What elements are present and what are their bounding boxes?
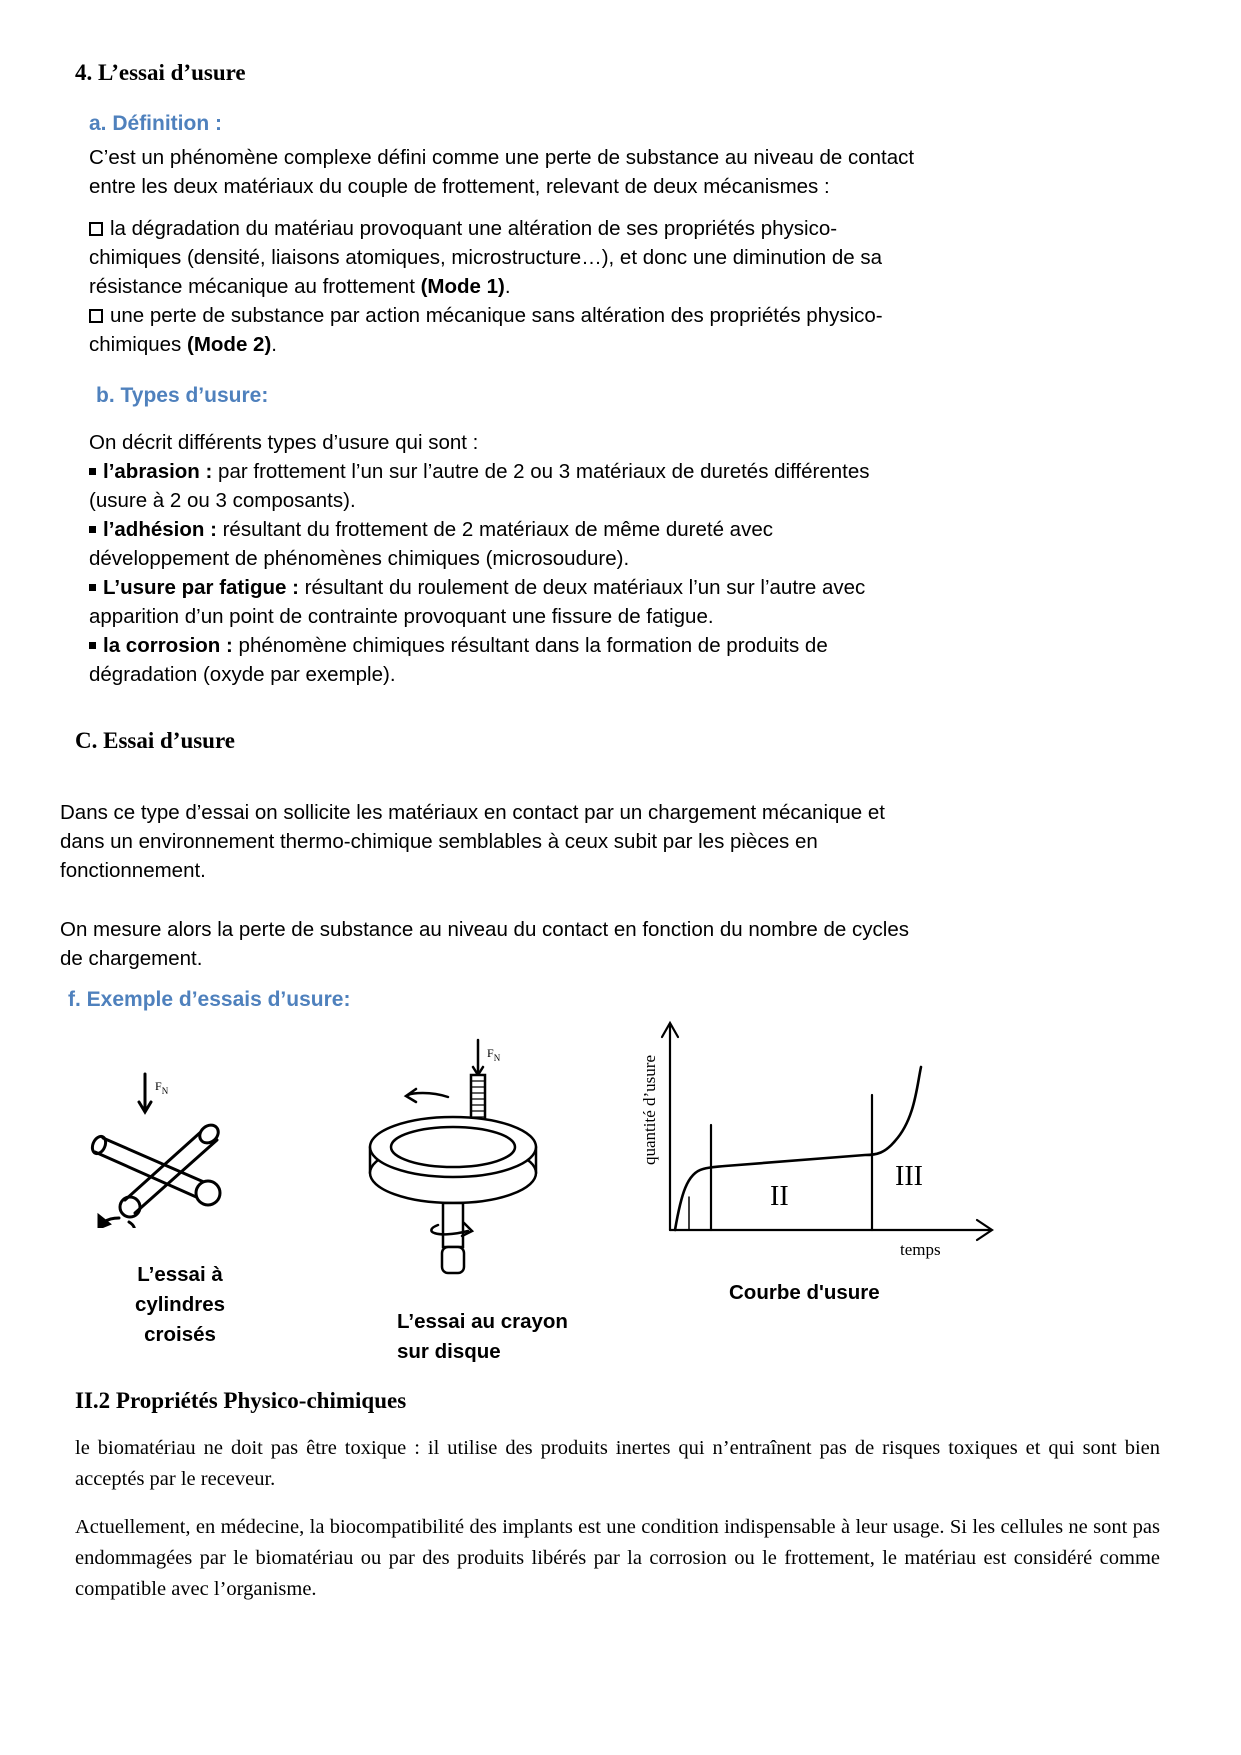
force-label: $F_N$ xyxy=(487,1046,501,1063)
zone-3-label: III xyxy=(895,1161,923,1192)
mechanism-item-2 xyxy=(89,301,1009,359)
mechanism-line: résistance mécanique au frottement (Mode 1). xyxy=(89,275,511,298)
crossed-cylinders-figure xyxy=(85,1068,265,1228)
type-adhesion: l’adhésion : résultant du frottement de 2 matériaux de même dureté avec xyxy=(89,515,1009,544)
caption-line: L’essai au crayon xyxy=(397,1310,568,1333)
definition-line: C’est un phénomène complexe défini comme une perte de substance au niveau de contact xyxy=(89,146,915,169)
caption-line: cylindres xyxy=(134,1293,226,1316)
caption-line: croisés xyxy=(144,1323,216,1346)
mechanism-line: la dégradation du matériau provoquant une altération de ses propriétés physico- xyxy=(89,214,1009,243)
mechanism-line: une perte de substance par action mécanique sans altération des propriétés physico- xyxy=(89,301,1009,330)
figure-caption-pin-disc xyxy=(397,1307,568,1367)
figure-caption-wear-curve: Courbe d'usure xyxy=(729,1281,880,1304)
force-label: $F_N$ xyxy=(155,1079,169,1096)
type-abrasion: l’abrasion : par frottement l’un sur l’autre de 2 ou 3 matériaux de duretés différentes xyxy=(89,457,1009,486)
checkbox-icon xyxy=(89,222,103,236)
examples-heading: f. Exemple d’essais d’usure: xyxy=(68,988,351,1011)
physico-paragraph-2: Actuellement, en médecine, la biocompatibilité des implants est une condition indispensable à leur usage. Si les cellules ne sont pas endommagées par le biomatériau ou par des produits libérés par la corrosion ou le frottement, le matériau est considéré comme compatible avec l’organisme. xyxy=(75,1516,1160,1600)
type-fatigue: L’usure par fatigue : résultant du roulement de deux matériaux l’un sur l’autre avec xyxy=(89,573,1009,602)
section-c-paragraph-2 xyxy=(60,915,1020,973)
mechanism-line: chimiques (densité, liaisons atomiques, microstructure…), et donc une diminution de sa xyxy=(89,246,883,269)
type-abrasion-cont: (usure à 2 ou 3 composants). xyxy=(89,489,356,512)
paragraph-line: de chargement. xyxy=(60,947,203,970)
paragraph-line: On mesure alors la perte de substance au niveau du contact en fonction du nombre de cycles xyxy=(60,918,909,941)
mechanism-line: chimiques (Mode 2). xyxy=(89,333,277,356)
type-corrosion-cont: dégradation (oxyde par exemple). xyxy=(89,663,396,686)
type-fatigue-cont: apparition d’un point de contrainte provoquant une fissure de fatigue. xyxy=(89,605,714,628)
types-heading: b. Types d’usure: xyxy=(96,384,269,407)
mode-1-label: (Mode 1) xyxy=(420,275,505,298)
physico-paragraph-1: le biomatériau ne doit pas être toxique : il utilise des produits inertes qui n’entraînent pas de risques toxiques et qui sont bien acceptés par le receveur. xyxy=(75,1437,1160,1490)
figure-caption-cylinders xyxy=(130,1260,230,1350)
checkbox-icon xyxy=(89,309,103,323)
bullet-icon xyxy=(89,468,96,475)
bullet-icon xyxy=(89,526,96,533)
mechanism-item-1 xyxy=(89,214,1009,301)
type-adhesion-cont: développement de phénomènes chimiques (microsoudure). xyxy=(89,547,630,570)
wear-curve-figure xyxy=(615,1015,1005,1265)
pin-on-disc-figure xyxy=(360,1035,550,1290)
section-c-paragraph-1 xyxy=(60,798,1020,885)
mode-2-label: (Mode 2) xyxy=(187,333,272,356)
paragraph-line: Dans ce type d’essai on sollicite les matériaux en contact par un chargement mécanique et xyxy=(60,801,886,824)
definition-line: entre les deux matériaux du couple de frottement, relevant de deux mécanismes : xyxy=(89,175,830,198)
caption-line: L’essai à xyxy=(137,1263,223,1286)
types-intro: On décrit différents types d’usure qui sont : xyxy=(89,431,479,454)
bullet-icon xyxy=(89,584,96,591)
wear-curve-ylabel: quantité d’usure xyxy=(640,1055,659,1165)
zone-2-label: II xyxy=(770,1181,789,1212)
section-title-physico-chimiques: II.2 Propriétés Physico-chimiques xyxy=(75,1388,407,1413)
wear-curve-xlabel: temps xyxy=(900,1240,941,1259)
section-title-essai-usure: 4. L’essai d’usure xyxy=(75,60,246,85)
definition-heading: a. Définition : xyxy=(89,112,222,135)
paragraph-line: dans un environnement thermo-chimique semblables à ceux subit par les pièces en xyxy=(60,830,818,853)
caption-line: sur disque xyxy=(397,1340,501,1363)
definition-paragraph xyxy=(89,143,1009,201)
paragraph-line: fonctionnement. xyxy=(60,859,206,882)
types-list xyxy=(89,428,1009,689)
section-title-c: C. Essai d’usure xyxy=(75,728,235,753)
bullet-icon xyxy=(89,642,96,649)
type-corrosion: la corrosion : phénomène chimiques résultant dans la formation de produits de xyxy=(89,631,1009,660)
